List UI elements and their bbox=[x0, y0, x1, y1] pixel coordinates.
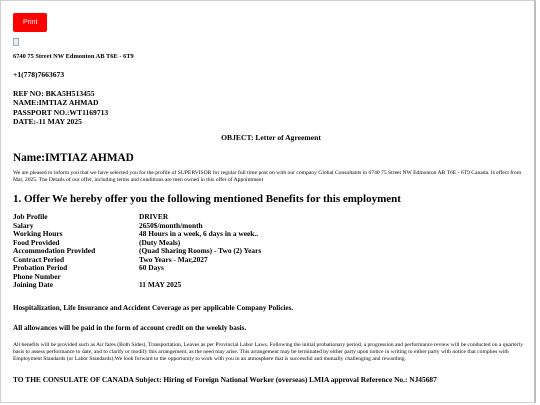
benefit-row bbox=[13, 247, 529, 256]
benefit-value: (Duty Meals) bbox=[139, 237, 181, 247]
allowances-line: All allowances will be paid in the form of account credit on the weekly basis. bbox=[13, 323, 247, 332]
ref-number: REF NO: BKA5H513455 bbox=[13, 89, 95, 98]
benefit-label: Accommodation Provided bbox=[13, 246, 96, 256]
benefit-label: Phone Number bbox=[13, 271, 61, 281]
benefit-value: 48 Hours in a week, 6 days in a week.. bbox=[139, 229, 259, 239]
company-phone: +1(778)7663673 bbox=[13, 70, 65, 79]
benefits-table bbox=[13, 213, 529, 290]
coverage-line: Hospitalization, Life Insurance and Accident Coverage as per applicable Company Policies. bbox=[13, 303, 294, 312]
name-heading: Name:IMTIAZ AHMAD bbox=[13, 152, 134, 165]
benefit-row bbox=[13, 213, 529, 222]
benefit-row bbox=[13, 222, 529, 231]
benefit-label: Job Profile bbox=[13, 212, 48, 222]
ref-name: NAME:IMTIAZ AHMAD bbox=[13, 98, 99, 108]
benefit-value: 60 Days bbox=[139, 263, 164, 273]
benefits-paragraph: All benefits will be provided such as Air fares (Both Sides), Transportation, Leaves as per Provincial Labor Laws. Following the initial probationary period, a progression and performance review will be conducted on a quarterly basis to assess performance to date, and to clarify or modify this arrangement, as the need may arise. This arrangement may be terminated by either party upon notice in writing to either party with notice that complies with Employment Standards (or Labor Standards).We look forward to the opportunity to work with you in an atmosphere that is successful and mutually challenging and rewarding. bbox=[13, 341, 523, 362]
object-line: OBJECT: Letter of Agreement bbox=[221, 133, 321, 143]
ref-date: DATE:-11 MAY 2025 bbox=[13, 116, 82, 126]
benefit-label: Food Provided bbox=[13, 237, 60, 247]
company-address: 6740 75 Street NW Edmonton AB T6E - 6T9 bbox=[13, 53, 134, 60]
offer-heading: 1. Offer We hereby offer you the following mentioned Benefits for this employment bbox=[13, 193, 401, 206]
benefit-value: DRIVER bbox=[139, 212, 169, 222]
benefit-label: Working Hours bbox=[13, 229, 63, 239]
benefit-label: Joining Date bbox=[13, 280, 54, 290]
benefit-value: (Quad Sharing Rooms) - Two (2) Years bbox=[139, 246, 262, 256]
consulate-line: TO THE CONSULATE OF CANADA Subject: Hiring of Foreign National Worker (overseas) LMIA approval Reference No.: NJ45687 bbox=[13, 374, 437, 384]
benefit-row bbox=[13, 264, 529, 273]
benefit-value: Two Years - Mar,2027 bbox=[139, 254, 208, 264]
ref-passport: PASSPORT NO.:WT1169713 bbox=[13, 107, 109, 117]
letter-content bbox=[13, 11, 529, 384]
benefit-value: 11 MAY 2025 bbox=[139, 280, 182, 290]
benefit-row bbox=[13, 281, 529, 290]
benefit-row bbox=[13, 230, 529, 239]
benefit-label: Probation Period bbox=[13, 263, 68, 273]
benefit-row bbox=[13, 256, 529, 265]
benefit-label: Salary bbox=[13, 220, 34, 230]
benefit-value bbox=[139, 273, 529, 282]
benefit-value: 2650$/month/month bbox=[139, 220, 203, 230]
company-logo-broken-image-icon bbox=[13, 38, 19, 46]
intro-paragraph: We are pleased to inform you that we have selected you for the profile of SUPERVISOR for regular full time post on with our company Global Consultants in 6740 75 Street NW Edmonton AB T6E - 6T9 Canada. Is effect from Mar, 2025. The Details of our offer, including terms and conditions are men owned in this offer of Appointment bbox=[13, 170, 522, 184]
reference-block bbox=[13, 89, 529, 126]
benefit-label: Contract Period bbox=[13, 254, 65, 264]
print-button[interactable]: Print bbox=[13, 13, 47, 32]
benefit-row bbox=[13, 273, 529, 282]
